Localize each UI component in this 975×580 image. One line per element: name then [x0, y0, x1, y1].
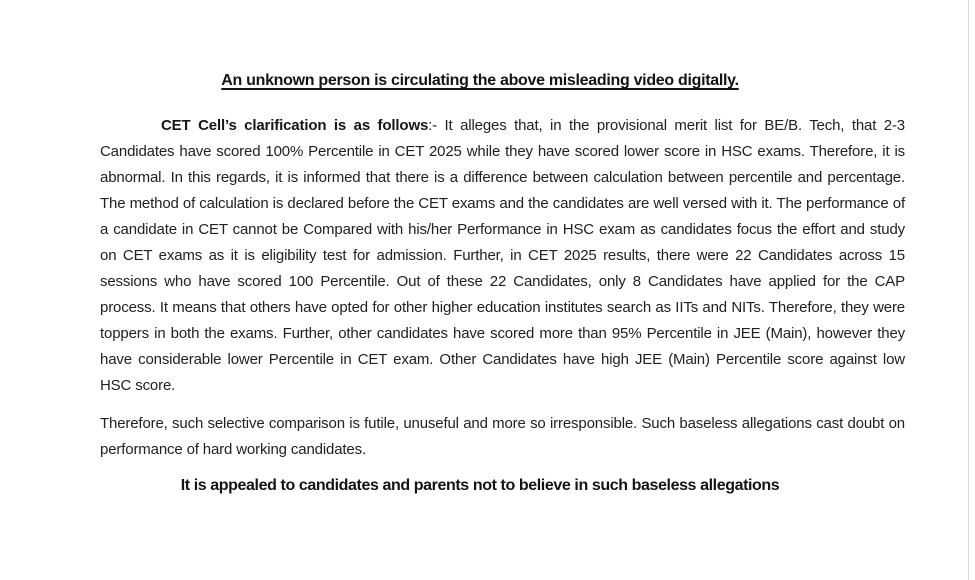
clarification-paragraph [100, 113, 905, 399]
clarification-lead: CET Cell’s clarification is as follows [161, 117, 429, 134]
heading-text: An unknown person is circulating the above misleading video digitally. [221, 72, 739, 89]
appeal-line [0, 474, 975, 498]
heading [0, 0, 975, 92]
conclusion-paragraph: Therefore, such selective comparison is futile, unuseful and more so irresponsible. Such baseless allegations cast doubt on performance of hard working candidates. [100, 415, 905, 458]
appeal-text: It is appealed to candidates and parents not to believe in such baseless allegations [180, 477, 780, 494]
page-edge-line [968, 0, 969, 580]
clarification-body: :- It alleges that, in the provisional merit list for BE/B. Tech, that 2-3 Candidates have scored 100% Percentile in CET 2025 while they have scored lower score in HSC exams. Therefore, it is abnormal. In this regards, it is informed that there is a difference between calculation between percentile and percentage. The method of calculation is declared before the CET exams and the candidates are well versed with it. The performance of a candidate in CET cannot be Compared with his/her Performance in HSC exam as candidates focus the effort and study on CET exams as it is eligibility test for admission. Further, in CET 2025 results, there were 22 Candidates across 15 sessions who have scored 100 Percentile. Out of these 22 Candidates, only 8 Candidates have applied for the CAP process. It means that others have opted for other higher education institutes search as IITs and NITs. Therefore, they were toppers in both the exams. Further, other candidates have scored more than 95% Percentile in JEE (Main), however they have considerable lower Percentile in CET exam. Other Candidates have high JEE (Main) Percentile score against low HSC score. [100, 117, 905, 394]
